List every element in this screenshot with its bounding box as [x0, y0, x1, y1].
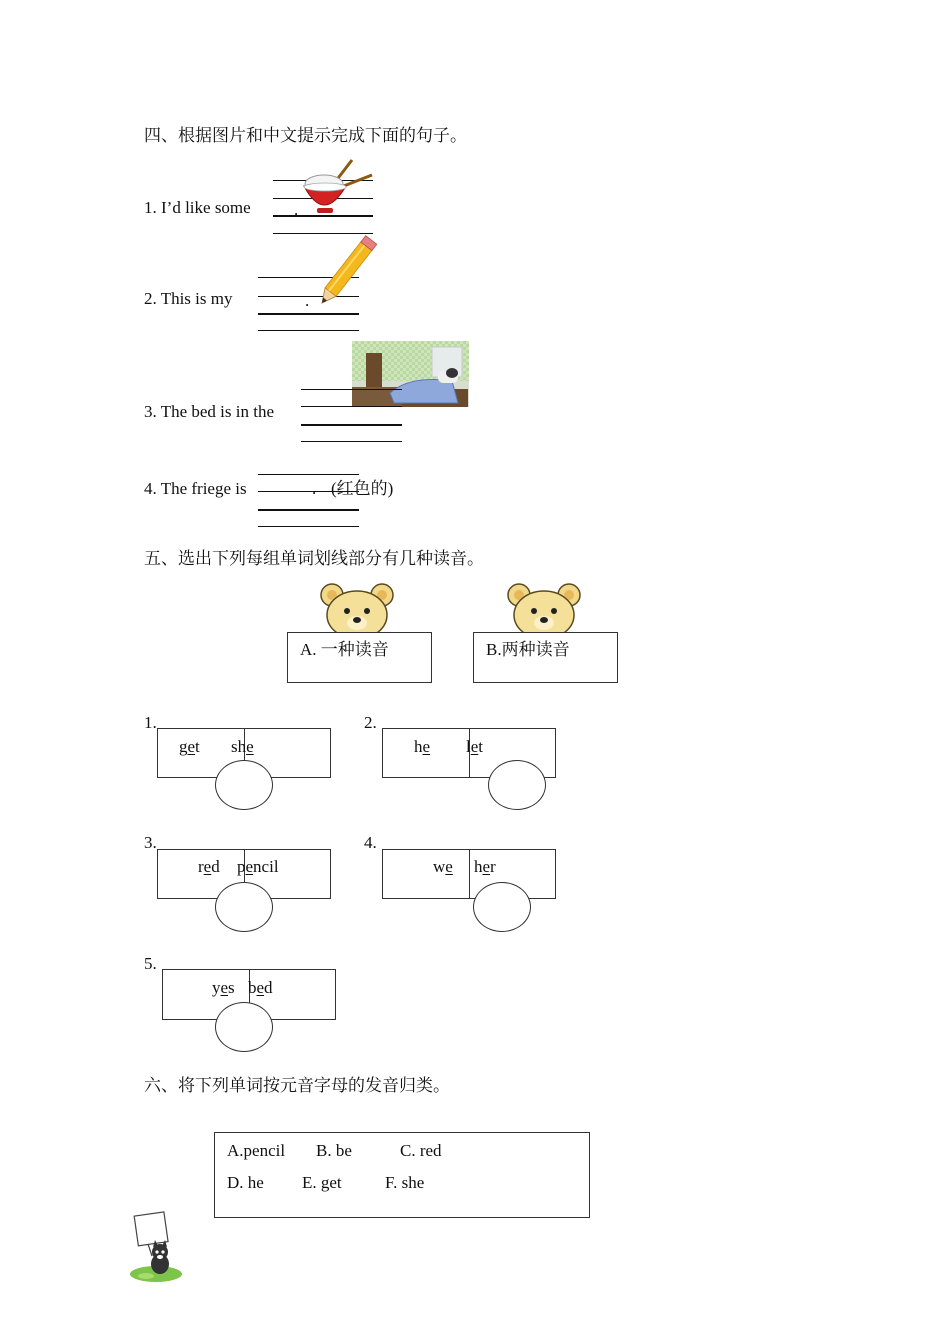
- section4-heading: 四、根据图片和中文提示完成下面的句子。: [144, 126, 467, 145]
- s4-item2-line-4: [258, 330, 359, 331]
- s4-item3-line-1: [301, 389, 402, 390]
- s5-item2-word2: let: [466, 737, 484, 756]
- option-b-label: B.两种读音: [486, 640, 570, 659]
- s4-item3-line-2: [301, 406, 402, 407]
- option-b-box: [473, 632, 618, 683]
- s4-item4-line-1: [258, 474, 359, 475]
- s5-item5-word1: yes: [212, 978, 235, 997]
- cat-with-sign-icon: [128, 1210, 188, 1284]
- s5-item4-word2: her: [474, 857, 496, 876]
- s4-item2-number: 2.: [144, 289, 157, 308]
- s5-item3-number: 3.: [144, 833, 157, 852]
- s4-item1-text: I’d like some: [161, 198, 251, 217]
- s4-item2-answer-line[interactable]: [258, 313, 359, 315]
- s5-item4-answer-circle[interactable]: [473, 882, 531, 932]
- s4-item3-line-4: [301, 441, 402, 442]
- pencil-icon: [316, 243, 382, 307]
- s5-item5-answer-circle[interactable]: [215, 1002, 273, 1052]
- s5-item4-divider: [469, 849, 470, 899]
- s5-item1-word2: she: [231, 737, 254, 756]
- s4-item3-text: The bed is in the: [160, 402, 275, 421]
- s5-item3-word1: red: [198, 857, 220, 876]
- s5-item4-word1: we: [433, 857, 453, 876]
- s4-item4: [144, 479, 247, 499]
- s4-item1-number: 1.: [144, 198, 157, 217]
- s5-item1-number: 1.: [144, 713, 157, 732]
- s4-item1: [144, 198, 251, 218]
- s5-item4-number: 4.: [364, 833, 377, 852]
- s4-item3: [144, 402, 274, 422]
- rice-bowl-icon: [302, 158, 374, 218]
- s4-item4-line-4: [258, 526, 359, 527]
- word-f: F. she: [385, 1173, 425, 1192]
- section5-heading: 五、选出下列每组单词划线部分有几种读音。: [144, 549, 484, 568]
- option-a-box: [287, 632, 432, 683]
- s5-item3-answer-circle[interactable]: [215, 882, 273, 932]
- word-d: D. he: [227, 1173, 264, 1192]
- s4-item4-text: The friege is: [160, 479, 247, 498]
- s4-item4-hint: (红色的): [331, 479, 394, 498]
- option-a-label: A. 一种读音: [300, 640, 389, 659]
- word-b: B. be: [316, 1141, 352, 1160]
- word-e: E. get: [302, 1173, 342, 1192]
- s5-item3-word2: pencil: [237, 857, 279, 876]
- word-a: A.pencil: [227, 1141, 286, 1160]
- s4-item1-period: .: [294, 200, 299, 219]
- s4-item2: [144, 289, 233, 309]
- word-bank-box: [214, 1132, 590, 1218]
- teddy-bear-icon: [320, 583, 394, 635]
- s4-item3-number: 3.: [144, 402, 157, 421]
- s5-item5-number: 5.: [144, 954, 157, 973]
- teddy-bear-icon: [507, 583, 581, 635]
- section6-heading: 六、将下列单词按元音字母的发音归类。: [144, 1076, 450, 1095]
- s5-item2-answer-circle[interactable]: [488, 760, 546, 810]
- s5-item2-word1: he: [414, 737, 431, 756]
- s5-item5-word2: bed: [248, 978, 273, 997]
- word-c: C. red: [400, 1141, 442, 1160]
- s4-item2-text: This is my: [160, 289, 233, 308]
- s5-item1-word1: get: [179, 737, 200, 756]
- s5-item1-answer-circle[interactable]: [215, 760, 273, 810]
- s4-item4-answer-line[interactable]: [258, 509, 359, 511]
- bedroom-picture: [352, 341, 469, 407]
- s4-item4-number: 4.: [144, 479, 157, 498]
- s4-item3-answer-line[interactable]: [301, 424, 402, 426]
- s5-item2-number: 2.: [364, 713, 377, 732]
- s4-item2-period: .: [305, 291, 310, 310]
- s4-item4-period: .: [312, 479, 317, 498]
- s4-item1-line-4: [273, 233, 373, 234]
